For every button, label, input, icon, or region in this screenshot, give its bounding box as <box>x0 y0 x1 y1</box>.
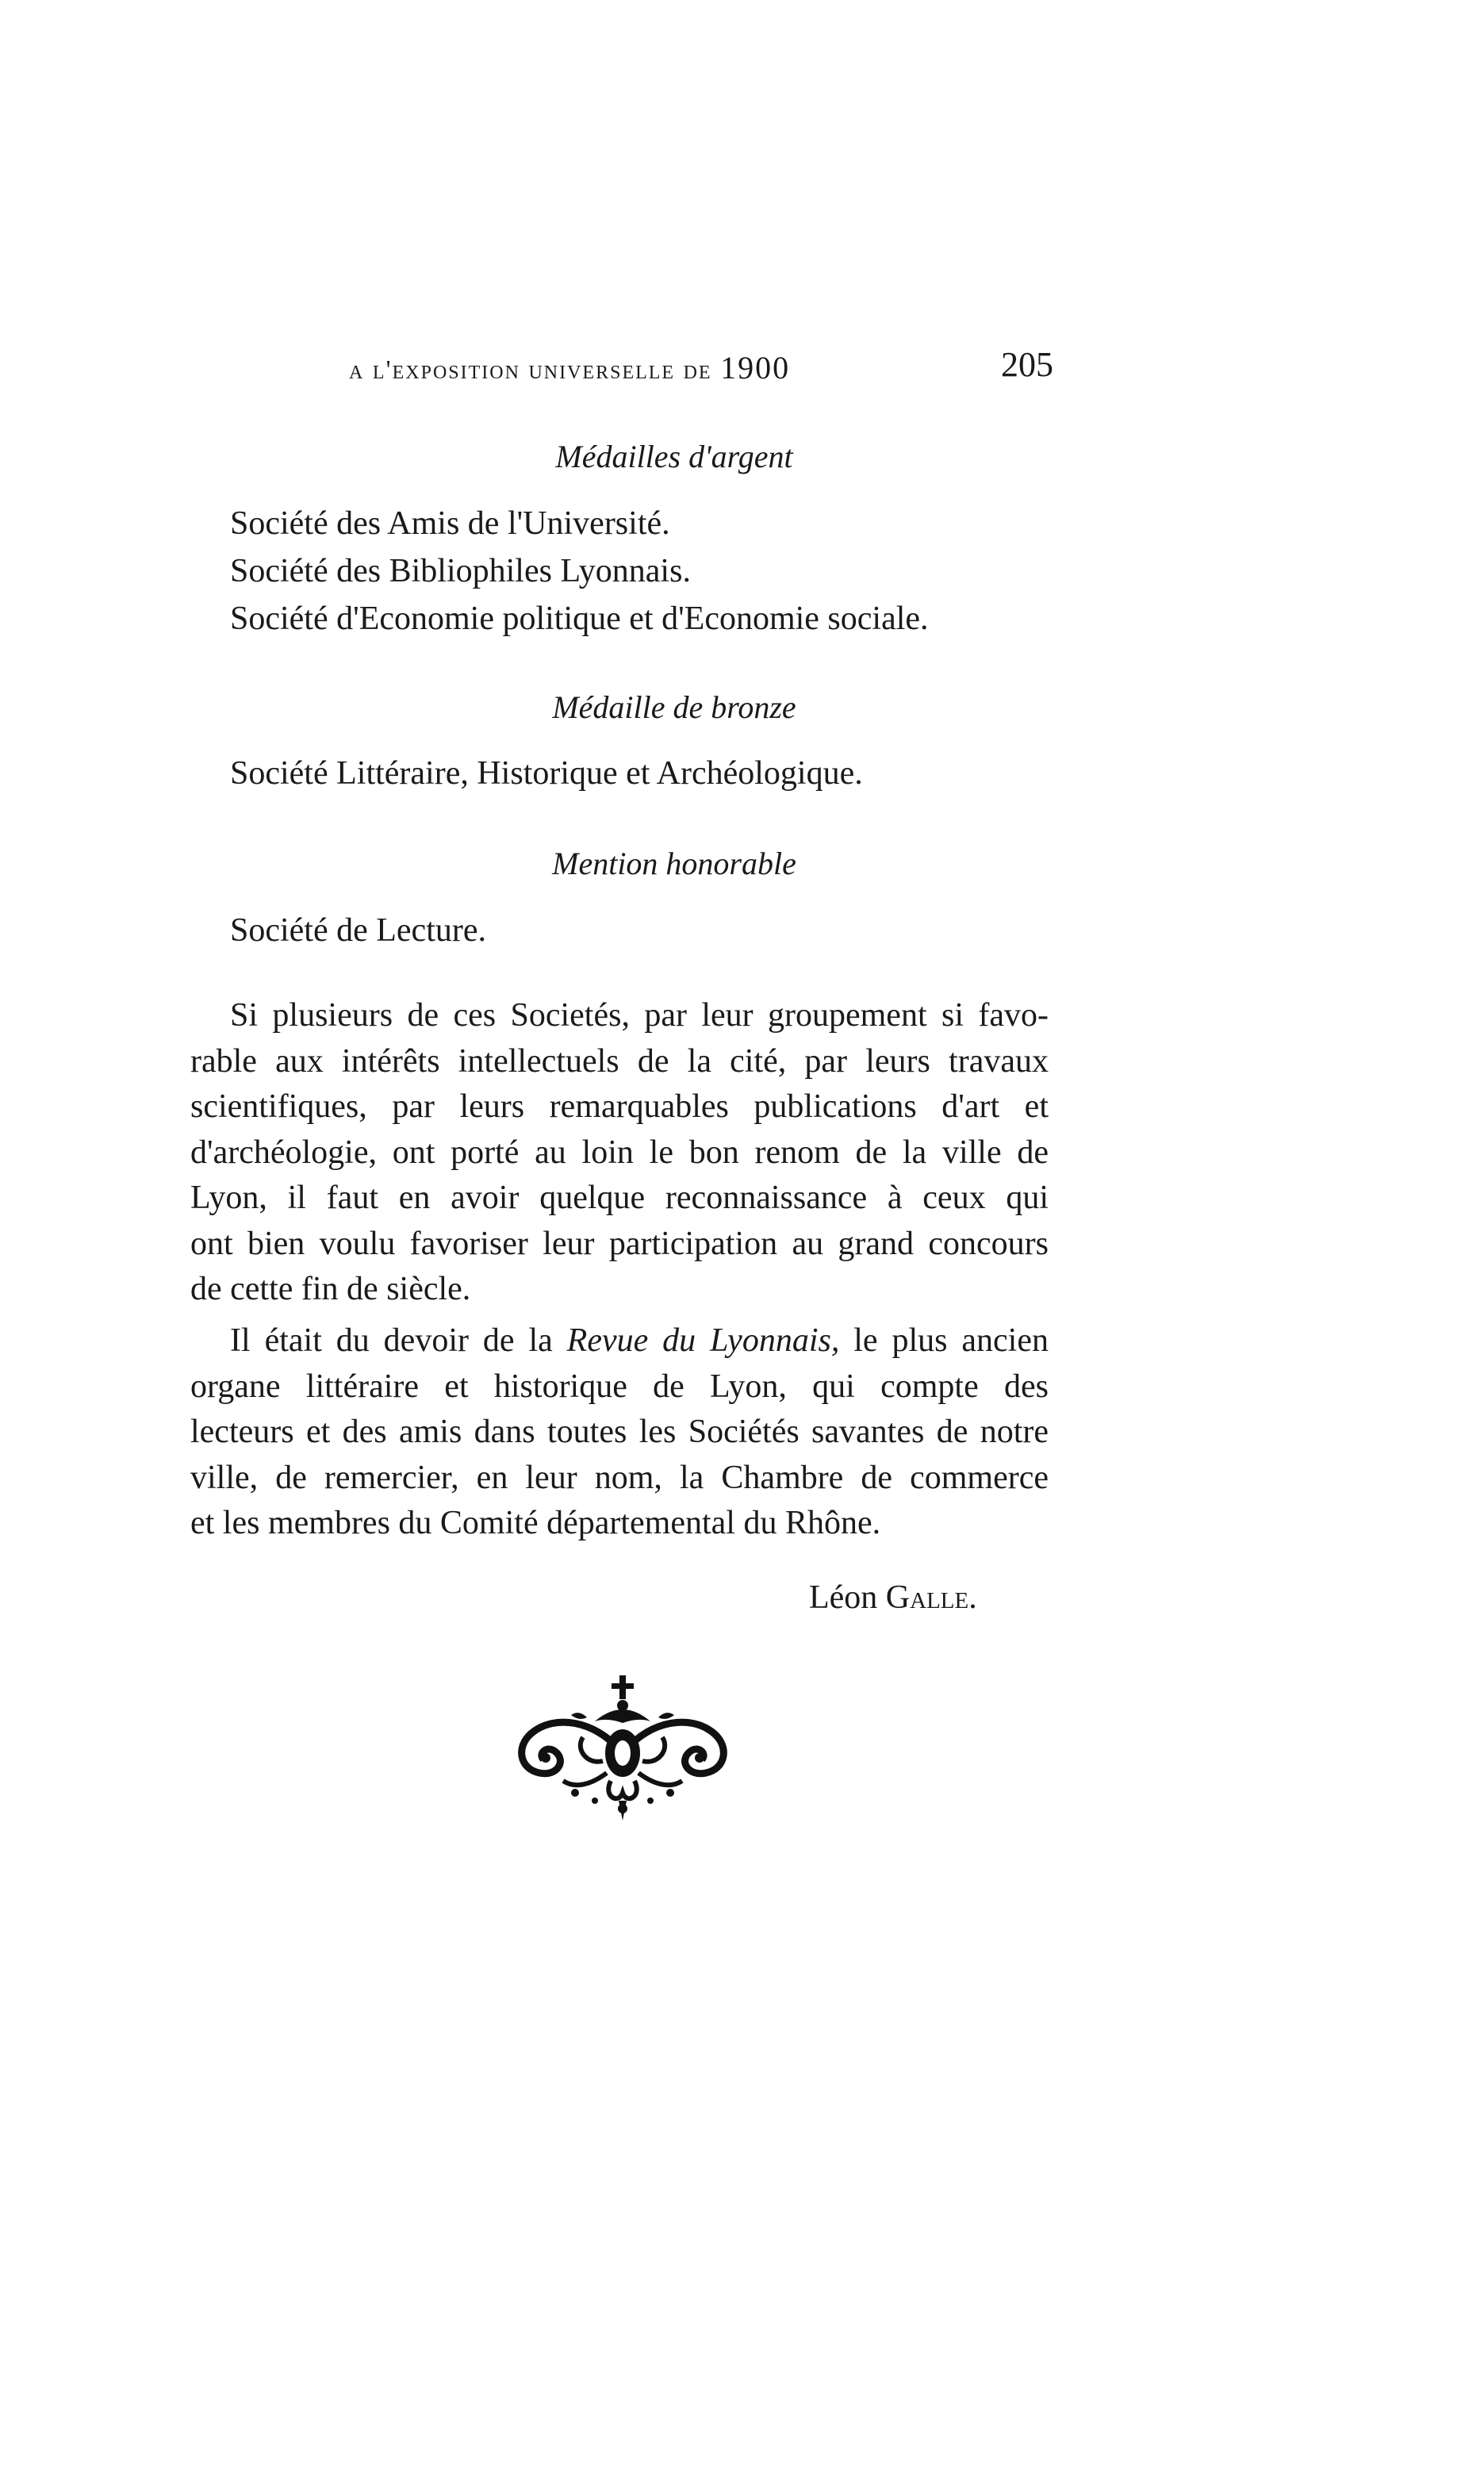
paragraph-line: Si plusieurs de ces Societés, par leur groupement si favo- <box>230 997 1049 1034</box>
paragraph-line: et les membres du Comité départemental du Rhône. <box>190 1505 881 1541</box>
signature-last-name: Galle. <box>885 1579 977 1616</box>
paragraph-line: Lyon, il faut en avoir quelque reconnaissance à ceux qui <box>190 1180 1049 1216</box>
bronze-section <box>230 689 1055 726</box>
paragraph-line: rable aux intérêts intellectuels de la cité, par leurs travaux <box>190 1042 1049 1080</box>
paragraph-2 <box>190 1318 1049 1547</box>
signature-first-name: Léon <box>809 1579 878 1616</box>
mention-section <box>230 845 1055 882</box>
bronze-list <box>230 750 1055 797</box>
page-number: 205 <box>1001 345 1053 384</box>
paragraph-line: ont bien voulu favoriser leur participation au grand concours <box>190 1225 1049 1262</box>
paragraph-line: organe littéraire et historique de Lyon, qui compte des <box>190 1368 1049 1405</box>
paragraph-line <box>190 1318 1049 1364</box>
paragraph-1 <box>190 993 1049 1313</box>
journal-title: Revue du Lyonnais, <box>566 1322 840 1359</box>
list-item: Société Littéraire, Historique et Archéologique. <box>230 755 863 792</box>
paragraph-2-end: le plus ancien <box>839 1322 1049 1359</box>
running-head <box>349 349 790 386</box>
silver-section <box>230 438 1055 475</box>
paragraph-line: lecteurs et des amis dans toutes les Sociétés savantes de notre <box>190 1414 1049 1450</box>
list-item: Société d'Economie politique et d'Economie sociale. <box>230 600 929 637</box>
paragraph-2-start: Il était du devoir de la <box>230 1322 567 1359</box>
bronze-heading: Médaille de bronze <box>552 689 796 725</box>
fleuron-ornament-icon <box>500 1674 746 1824</box>
paragraph-line: de cette fin de siècle. <box>190 1271 471 1307</box>
paragraph-line: scientifiques, par leurs remarquables publications d'art et <box>190 1088 1049 1125</box>
list-item: Société des Bibliophiles Lyonnais. <box>230 553 691 589</box>
paragraph-line: ville, de remercier, en leur nom, la Chambre de commerce <box>190 1459 1049 1496</box>
page-header <box>349 345 1063 397</box>
list-item: Société des Amis de l'Université. <box>230 505 670 542</box>
running-head-year: 1900 <box>720 350 791 386</box>
list-item: Société de Lecture. <box>230 912 486 949</box>
paragraph-line: d'archéologie, ont porté au loin le bon renom de la ville de <box>190 1134 1049 1171</box>
running-head-text: a l'exposition universelle de <box>349 355 712 385</box>
signature <box>809 1579 977 1617</box>
silver-list <box>230 500 1055 643</box>
mention-list <box>230 907 1055 954</box>
silver-heading: Médailles d'argent <box>555 439 793 474</box>
mention-heading: Mention honorable <box>552 846 796 881</box>
